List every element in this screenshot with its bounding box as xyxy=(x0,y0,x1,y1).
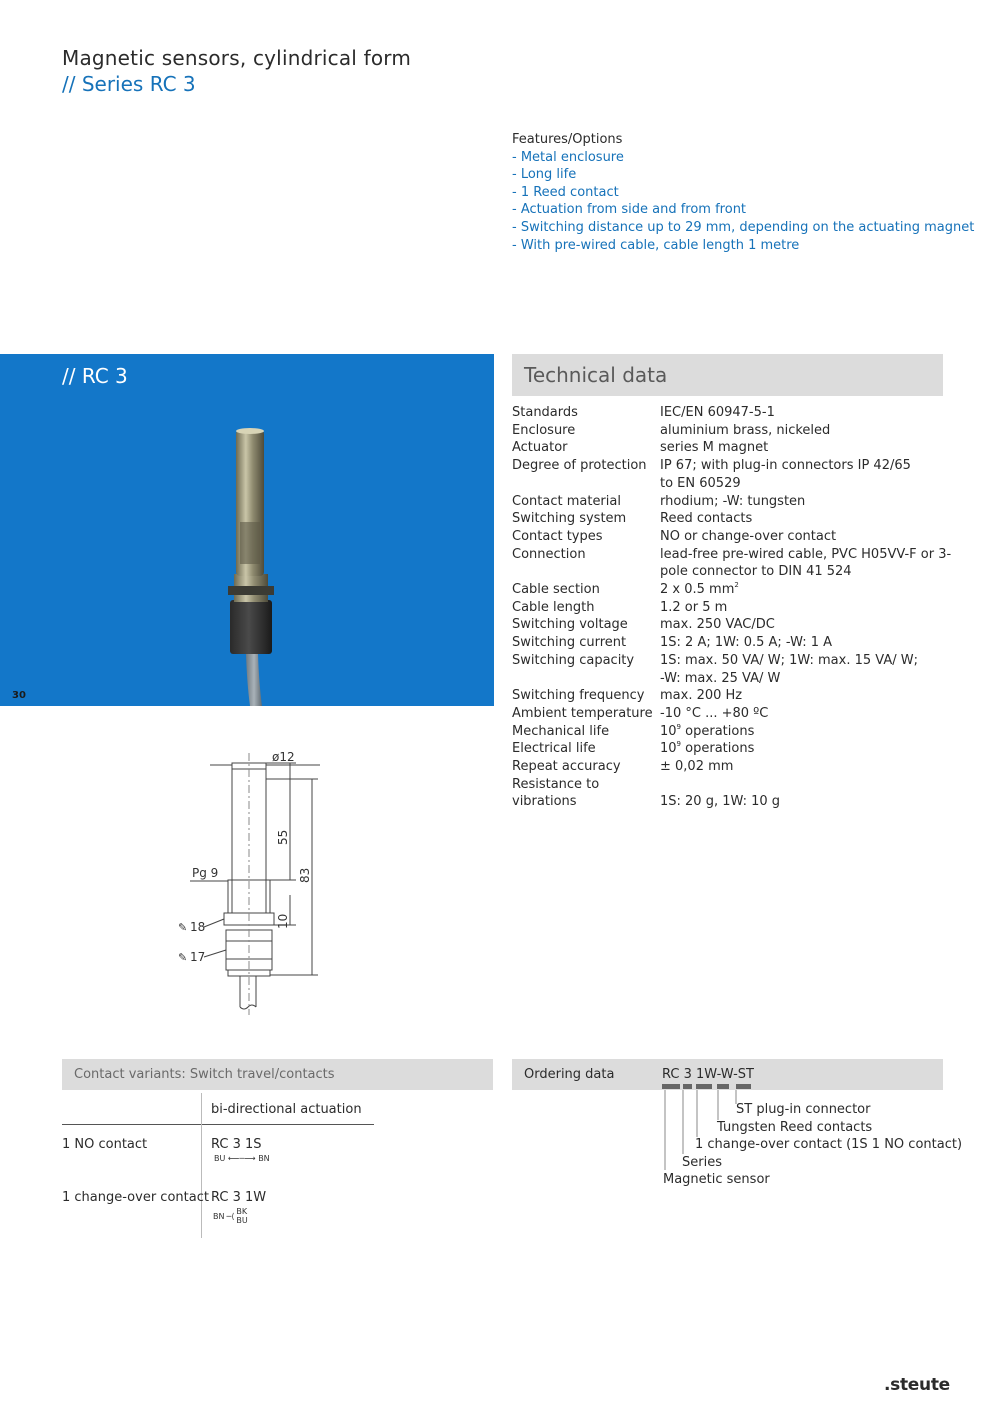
page-subtitle: // Series RC 3 xyxy=(62,72,196,96)
tech-row xyxy=(512,581,952,599)
features-heading: Features/Options xyxy=(512,132,623,147)
tech-row xyxy=(512,404,952,422)
tech-value-text: 10 xyxy=(660,723,677,739)
tech-value-line: 1S: max. 50 VA/ W; 1W: max. 15 VA/ W; xyxy=(660,652,918,668)
superscript: 9 xyxy=(676,722,682,731)
ordering-code: RC 3 1W-W-ST xyxy=(662,1067,754,1082)
dim-10-label: 10 xyxy=(276,913,290,929)
tech-value xyxy=(660,776,952,794)
variant-code-text: RC 3 1W xyxy=(211,1190,267,1205)
tech-value-line: to EN 60529 xyxy=(660,475,741,491)
tech-value-suffix: operations xyxy=(681,741,755,757)
divider xyxy=(201,1093,202,1238)
tech-row xyxy=(512,510,952,528)
tech-row xyxy=(512,687,952,705)
tech-value xyxy=(660,723,952,741)
contact-variants-header xyxy=(62,1059,493,1090)
ordering-legend-item: 1 change-over contact (1S 1 NO contact) xyxy=(695,1137,963,1152)
tech-value: series M magnet xyxy=(660,440,769,456)
tech-value: ± 0,02 mm xyxy=(660,759,734,775)
tech-value xyxy=(660,740,952,758)
tech-row xyxy=(512,439,952,457)
tech-label: Switching system xyxy=(512,511,627,527)
tech-value: NO or change-over contact xyxy=(660,528,837,544)
tech-row xyxy=(512,528,952,546)
contact-symbol-icon: ⟵─⟶ xyxy=(227,1154,259,1163)
tech-label: Switching current xyxy=(512,635,627,651)
tech-value-line: -W: max. 25 VA/ W xyxy=(660,670,781,686)
feature-item: - With pre-wired cable, cable length 1 metre xyxy=(512,237,800,253)
tech-row xyxy=(512,652,952,687)
variant-label: 1 NO contact xyxy=(62,1137,148,1152)
tech-row xyxy=(512,599,952,617)
tech-value: rhodium; -W: tungsten xyxy=(660,493,806,509)
wrench-18-label: 18 xyxy=(190,920,206,934)
tech-value-line: pole connector to DIN 41 524 xyxy=(660,564,852,580)
tech-label: Cable section xyxy=(512,582,600,598)
wiring-diagram xyxy=(214,1154,270,1163)
tech-label: Contact material xyxy=(512,493,621,509)
tech-label: Standards xyxy=(512,405,578,420)
tech-row xyxy=(512,793,952,811)
tech-row xyxy=(512,634,952,652)
tech-label: Ambient temperature xyxy=(512,705,653,721)
divider xyxy=(62,1124,374,1125)
tech-row xyxy=(512,546,952,581)
variant-code xyxy=(211,1190,266,1225)
tech-value: Reed contacts xyxy=(660,511,753,527)
thread-label: Pg 9 xyxy=(192,866,219,880)
superscript: 2 xyxy=(734,581,739,590)
dim-83-label: 83 xyxy=(298,867,312,883)
features-list xyxy=(512,131,974,254)
tech-label: Connection xyxy=(512,546,586,562)
variant-label: 1 change-over contact xyxy=(62,1190,209,1205)
contact-symbol-icon: ─⟨ xyxy=(226,1211,235,1221)
page-title: Magnetic sensors, cylindrical form xyxy=(62,46,412,70)
product-photo-panel xyxy=(0,354,494,706)
tech-value: max. 200 Hz xyxy=(660,688,743,704)
tech-row xyxy=(512,758,952,776)
technical-data-header xyxy=(512,354,943,396)
feature-item: - Switching distance up to 29 mm, depending on the actuating magnet xyxy=(512,219,975,235)
tech-row xyxy=(512,705,952,723)
tech-row xyxy=(512,776,952,794)
tech-label: Degree of protection xyxy=(512,458,647,474)
wrench-icon: ✎ xyxy=(178,951,188,964)
page-number: 30 xyxy=(12,690,26,701)
tech-value: 1S: 2 A; 1W: 0.5 A; -W: 1 A xyxy=(660,635,832,651)
tech-value-text: 2 x 0.5 mm xyxy=(660,582,735,598)
tech-value: -10 °C ... +80 ºC xyxy=(660,705,769,721)
tech-row xyxy=(512,740,952,758)
tech-value-line: lead-free pre-wired cable, PVC H05VV-F or 3- xyxy=(660,546,952,562)
ordering-legend-item: Tungsten Reed contacts xyxy=(717,1120,873,1135)
variant-code-text: RC 3 1S xyxy=(211,1137,262,1152)
ordering-legend-item: ST plug-in connector xyxy=(736,1102,871,1117)
tech-row xyxy=(512,457,952,492)
wire-label: BN xyxy=(213,1211,225,1221)
tech-label: Mechanical life xyxy=(512,723,610,739)
tech-label: Switching voltage xyxy=(512,617,628,633)
feature-item: - 1 Reed contact xyxy=(512,184,619,200)
tech-value: 1S: 20 g, 1W: 10 g xyxy=(660,794,781,810)
wire-branch xyxy=(236,1207,247,1225)
wire-label: BU xyxy=(236,1216,248,1225)
ordering-legend-item: Magnetic sensor xyxy=(663,1172,770,1187)
tech-value: IEC/EN 60947-5-1 xyxy=(660,405,775,420)
tech-value-line: IP 67; with plug-in connectors IP 42/65 xyxy=(660,458,911,474)
tech-value xyxy=(660,581,952,599)
dimension-drawing xyxy=(170,745,330,1025)
tech-value-suffix: operations xyxy=(681,723,755,739)
tech-label: Switching capacity xyxy=(512,652,635,668)
ordering-data-heading: Ordering data xyxy=(524,1067,615,1082)
superscript: 9 xyxy=(676,740,682,749)
tech-value xyxy=(660,652,952,687)
tech-value xyxy=(660,546,952,581)
contact-variants-heading: Contact variants: Switch travel/contacts xyxy=(74,1067,335,1082)
tech-label: vibrations xyxy=(512,794,577,810)
variant-code xyxy=(211,1137,270,1163)
wiring-diagram xyxy=(213,1207,266,1225)
feature-item: - Actuation from side and from front xyxy=(512,202,747,218)
tech-value: aluminium brass, nickeled xyxy=(660,422,831,438)
wrench-17-label: 17 xyxy=(190,950,206,964)
tech-label: Enclosure xyxy=(512,422,576,438)
tech-label: Electrical life xyxy=(512,741,596,757)
tech-label: Actuator xyxy=(512,440,568,456)
brand-logo: .steute xyxy=(884,1375,950,1395)
tech-value: max. 250 VAC/DC xyxy=(660,617,775,633)
tech-label: Contact types xyxy=(512,528,603,544)
tech-label: Resistance to xyxy=(512,776,600,792)
diameter-label: ø12 xyxy=(272,750,295,764)
feature-item: - Long life xyxy=(512,167,577,183)
column-header: bi-directional actuation xyxy=(211,1102,362,1117)
technical-data-table xyxy=(512,404,952,811)
tech-value: 1.2 or 5 m xyxy=(660,599,728,615)
dim-55-label: 55 xyxy=(276,829,290,845)
wire-label: BK xyxy=(236,1207,248,1216)
technical-data-heading: Technical data xyxy=(524,363,668,387)
tech-row xyxy=(512,616,952,634)
tech-label: Switching frequency xyxy=(512,688,645,704)
feature-item: - Metal enclosure xyxy=(512,149,624,165)
tech-value-text: 10 xyxy=(660,741,677,757)
wire-label: BU xyxy=(214,1154,226,1163)
panel-title: // RC 3 xyxy=(62,364,128,388)
tech-value xyxy=(660,457,952,492)
sensor-photo xyxy=(0,354,494,706)
tech-row xyxy=(512,723,952,741)
ordering-legend-item: Series xyxy=(682,1155,722,1170)
tech-label: Repeat accuracy xyxy=(512,759,621,775)
wire-label: BN xyxy=(258,1154,270,1163)
tech-row xyxy=(512,493,952,511)
tech-row xyxy=(512,422,952,440)
tech-label: Cable length xyxy=(512,599,595,615)
wrench-icon: ✎ xyxy=(178,921,188,934)
